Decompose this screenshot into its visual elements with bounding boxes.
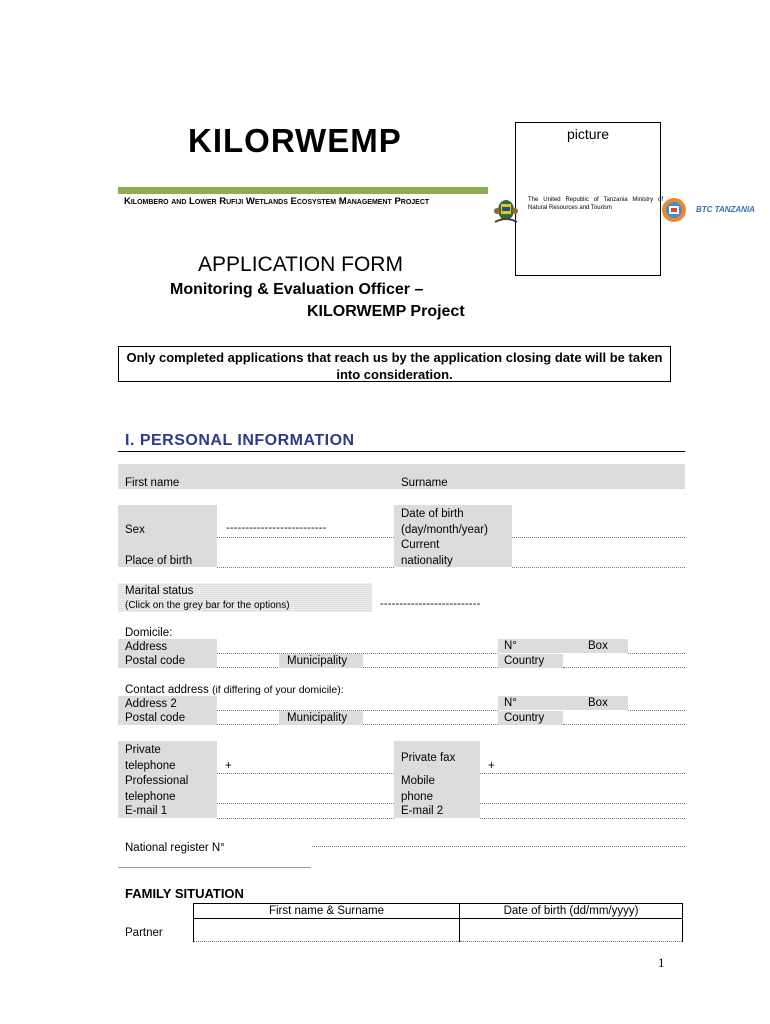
country2-label: Country xyxy=(504,712,545,724)
private-telephone-prefix: + xyxy=(225,760,232,772)
national-register-input[interactable] xyxy=(312,846,685,847)
number-label: N° xyxy=(504,640,517,652)
dob-label-line1: Date of birth xyxy=(401,508,464,520)
tanzania-emblem-icon xyxy=(491,196,521,226)
marital-status-hint: (Click on the grey bar for the options) xyxy=(125,600,290,611)
email2-label: E-mail 2 xyxy=(401,805,444,817)
sex-select[interactable]: -------------------------- xyxy=(226,522,327,534)
private-telephone-input[interactable] xyxy=(217,773,394,774)
partner-label: Partner xyxy=(125,927,163,939)
municipality2-input[interactable] xyxy=(363,724,498,725)
ministry-text: The United Republic of Tanzania Ministry of Natural Resources and Tourism xyxy=(528,197,663,211)
address2-label: Address 2 xyxy=(125,698,177,710)
professional-telephone-label-line2: telephone xyxy=(125,791,176,803)
dob-label-line2: (day/month/year) xyxy=(401,524,488,536)
place-of-birth-label: Place of birth xyxy=(125,555,193,567)
professional-telephone-input[interactable] xyxy=(217,803,394,804)
btc-logo-icon xyxy=(659,197,689,223)
private-telephone-label-line1: Private xyxy=(125,744,161,756)
family-col-name-header: First name & Surname xyxy=(194,904,460,919)
partner-name-input[interactable] xyxy=(194,919,460,942)
national-register-underline xyxy=(118,867,311,868)
surname-label: Surname xyxy=(401,477,448,489)
municipality-input[interactable] xyxy=(363,667,498,668)
dob-input[interactable] xyxy=(512,537,685,538)
nationality-input[interactable] xyxy=(512,567,685,568)
nationality-label-line2: nationality xyxy=(401,555,453,567)
btc-logo-text: BTC TANZANIA xyxy=(696,205,755,214)
postal-code2-input[interactable] xyxy=(217,724,278,725)
page-number: 1 xyxy=(658,955,665,970)
email1-label: E-mail 1 xyxy=(125,805,168,817)
private-fax-prefix: + xyxy=(488,760,495,772)
contact-address-hint: (if differing of your domicile): xyxy=(211,684,344,696)
email1-input[interactable] xyxy=(217,818,394,819)
country2-input[interactable] xyxy=(563,724,685,725)
section-divider xyxy=(118,451,685,452)
project-subtitle: Kilombero and Lower Rufiji Wetlands Ecosystem Management Project xyxy=(124,196,430,207)
green-divider xyxy=(118,187,488,194)
private-fax-label: Private fax xyxy=(401,752,456,764)
place-of-birth-input[interactable] xyxy=(217,567,394,568)
mobile-phone-input[interactable] xyxy=(480,803,685,804)
email2-input[interactable] xyxy=(480,818,685,819)
partner-dob-input[interactable] xyxy=(460,919,683,942)
table-row xyxy=(194,919,683,942)
project-title: KILORWEMP xyxy=(188,122,402,159)
mobile-phone-label-line2: phone xyxy=(401,791,433,803)
box-label: Box xyxy=(588,640,608,652)
sex-field-line xyxy=(217,537,394,538)
number2-label: N° xyxy=(504,697,517,709)
mobile-phone-label-line1: Mobile xyxy=(401,775,435,787)
box2-label: Box xyxy=(588,697,608,709)
personal-info-heading: I. PERSONAL INFORMATION xyxy=(125,432,355,449)
family-situation-heading: FAMILY SITUATION xyxy=(125,886,244,901)
closing-date-notice: Only completed applications that reach us by the application closing date will be taken into consideration. xyxy=(118,346,671,382)
postal-code2-label: Postal code xyxy=(125,712,186,724)
form-subtitle-project: KILORWEMP Project xyxy=(307,303,465,320)
family-table xyxy=(193,903,683,942)
address-label: Address xyxy=(125,641,168,653)
photo-placeholder-label: picture xyxy=(566,126,610,142)
family-col-dob-header: Date of birth (dd/mm/yyyy) xyxy=(460,904,683,919)
contact-address-title: Contact address xyxy=(125,684,209,696)
first-name-label: First name xyxy=(125,477,180,489)
private-fax-input[interactable] xyxy=(480,773,685,774)
postal-code-label: Postal code xyxy=(125,655,186,667)
table-row xyxy=(194,904,683,919)
box2-input[interactable] xyxy=(628,710,685,711)
postal-code-input[interactable] xyxy=(217,667,278,668)
private-telephone-label-line2: telephone xyxy=(125,760,176,772)
municipality2-label: Municipality xyxy=(287,712,348,724)
professional-telephone-label-line1: Professional xyxy=(125,775,189,787)
country-label: Country xyxy=(504,655,545,667)
marital-status-label: Marital status xyxy=(125,585,194,597)
form-subtitle-position: Monitoring & Evaluation Officer – xyxy=(170,281,424,298)
domicile-label: Domicile: xyxy=(125,627,173,639)
marital-status-select[interactable]: -------------------------- xyxy=(380,598,481,610)
country-input[interactable] xyxy=(563,667,685,668)
national-register-label: National register N° xyxy=(125,842,225,854)
form-title: APPLICATION FORM xyxy=(198,253,403,276)
municipality-label: Municipality xyxy=(287,655,348,667)
sex-label: Sex xyxy=(125,524,145,536)
box-input[interactable] xyxy=(628,653,685,654)
nationality-label-line1: Current xyxy=(401,539,440,551)
